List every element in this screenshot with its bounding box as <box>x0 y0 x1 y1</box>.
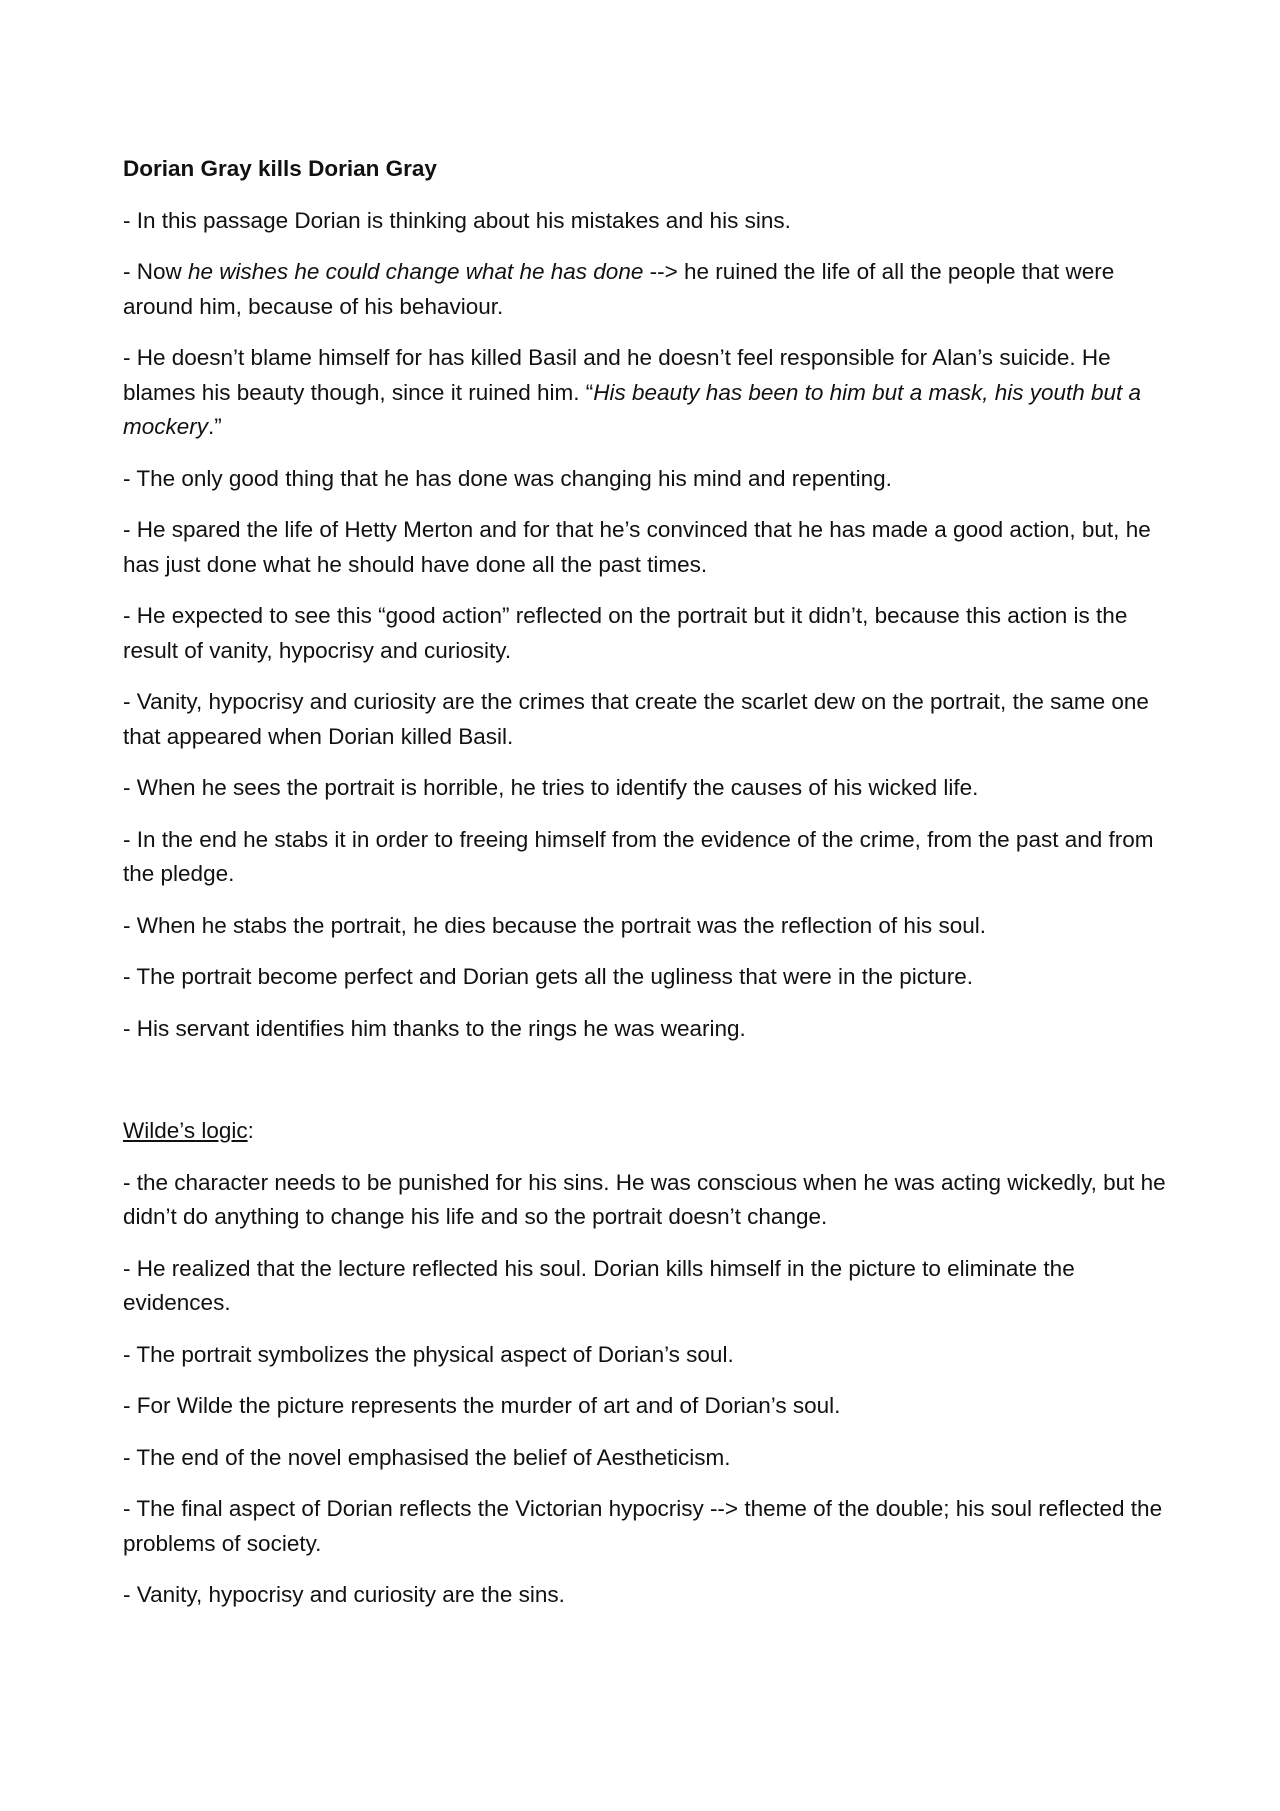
text-run: - He spared the life of Hetty Merton and for that he’s convinced that he has made a good action, but, he has just done what he should have done all the past times. <box>123 517 1151 577</box>
text-run: - When he sees the portrait is horrible, he tries to identify the causes of his wicked life. <box>123 775 979 800</box>
text-run: - In the end he stabs it in order to freeing himself from the evidence of the crime, from the past and from the pledge. <box>123 826 1154 886</box>
text-run: - For Wilde the picture represents the murder of art and of Dorian’s soul. <box>123 1393 841 1418</box>
italic-text: His beauty has been to him but a mask, his youth but a mockery <box>123 379 1142 439</box>
italic-text: he wishes he could change what he has done <box>188 259 644 284</box>
paragraph <box>123 341 1183 445</box>
text-run: - In this passage Dorian is thinking about his mistakes and his sins. <box>123 207 791 233</box>
paragraph <box>123 1389 1183 1424</box>
text-run: - He doesn’t blame himself for has killed Basil and he doesn’t feel responsible for Alan’s suicide. He blames his beauty though, since it ruined him. “ <box>123 345 1111 405</box>
paragraph <box>123 1441 1183 1476</box>
section-heading-wildes-logic <box>123 1114 1183 1149</box>
text-run: - The end of the novel emphasised the belief of Aestheticism. <box>123 1444 731 1470</box>
paragraph <box>123 1338 1183 1373</box>
text-run: - When he stabs the portrait, he dies because the portrait was the reflection of his soul. <box>123 912 986 938</box>
section-gap <box>123 1063 1183 1114</box>
paragraph <box>123 1578 1183 1613</box>
document-page <box>123 152 1183 1630</box>
paragraph <box>123 1492 1183 1561</box>
text-run: - He expected to see this “good action” reflected on the portrait but it didn’t, because this action is the result of vanity, hypocrisy and curiosity. <box>123 603 1128 663</box>
text-run: --> he ruined the life of all the people that were around him, because of his behaviour. <box>123 259 1115 319</box>
section-heading-colon: : <box>247 1118 254 1143</box>
text-run: - Vanity, hypocrisy and curiosity are the crimes that create the scarlet dew on the portrait, the same one that appeared when Dorian killed Basil. <box>123 689 1149 749</box>
paragraph <box>123 823 1183 892</box>
paragraph <box>123 1166 1183 1235</box>
text-run: - the character needs to be punished for his sins. He was conscious when he was acting wickedly, but he didn’t do anything to change his life and so the portrait doesn’t change. <box>123 1169 1166 1229</box>
paragraph <box>123 960 1183 995</box>
text-run: - The only good thing that he has done was changing his mind and repenting. <box>123 465 892 491</box>
document-title: Dorian Gray kills Dorian Gray <box>123 156 437 181</box>
text-run: - The portrait become perfect and Dorian gets all the ugliness that were in the picture. <box>123 964 974 989</box>
section-heading-text: Wilde’s logic <box>123 1118 248 1143</box>
paragraph <box>123 1012 1183 1047</box>
text-run: - Vanity, hypocrisy and curiosity are the sins. <box>123 1582 565 1607</box>
text-run: - His servant identifies him thanks to the rings he was wearing. <box>123 1015 746 1041</box>
text-run: .” <box>208 414 222 439</box>
text-run: - He realized that the lecture reflected his soul. Dorian kills himself in the picture to eliminate the evidences. <box>123 1255 1075 1315</box>
paragraph <box>123 204 1183 239</box>
paragraph <box>123 685 1183 754</box>
paragraph <box>123 513 1183 582</box>
section-wildes-logic <box>123 1166 1183 1613</box>
paragraph <box>123 909 1183 944</box>
text-run: - The final aspect of Dorian reflects the Victorian hypocrisy --> theme of the double; his soul reflected the problems of society. <box>123 1496 1163 1556</box>
paragraph <box>123 255 1183 324</box>
text-run: - Now <box>123 259 189 284</box>
paragraph <box>123 462 1183 497</box>
text-run: - The portrait symbolizes the physical aspect of Dorian’s soul. <box>123 1341 734 1367</box>
paragraph <box>123 599 1183 668</box>
section-analysis <box>123 204 1183 1047</box>
paragraph <box>123 771 1183 806</box>
paragraph <box>123 1252 1183 1321</box>
